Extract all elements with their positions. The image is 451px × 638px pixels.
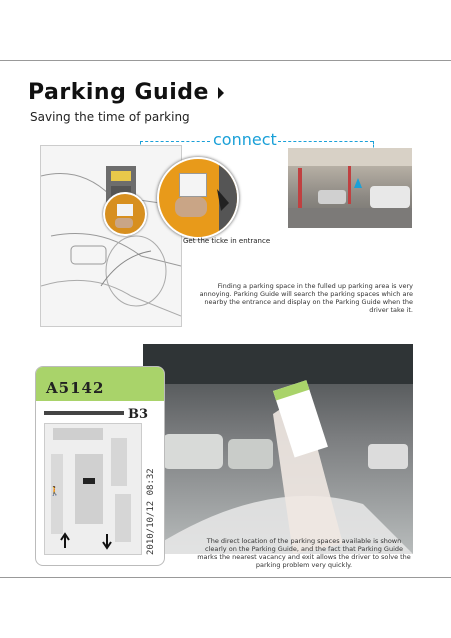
- connect-line-right: [278, 141, 373, 142]
- garage-drawing: [288, 148, 412, 228]
- hand-holding-ticket-photo: [143, 344, 413, 554]
- bottom-border-line: [0, 577, 451, 578]
- top-description: Finding a parking space in the fulled up parking area is very annoying. Parking Guide will search the parking spaces which are nearby the entrance and display on the Parking Guide when the driver take it.: [199, 282, 413, 314]
- ticket-machine-zoom-small: [103, 192, 147, 236]
- ticket-datetime: 2010/10/12 08:32: [146, 468, 156, 555]
- connect-line-left: [140, 141, 210, 142]
- page-subtitle: Saving the time of parking: [30, 110, 190, 124]
- bottom-garage-drawing: [143, 344, 413, 554]
- page-title: Parking Guide: [28, 80, 225, 105]
- parking-ticket-card: [35, 366, 165, 566]
- connect-label: connect: [213, 130, 277, 149]
- top-border-line: [0, 60, 451, 61]
- svg-text:🚶: 🚶: [49, 487, 61, 497]
- parking-space-code: A5142: [46, 379, 105, 397]
- bottom-description: The direct location of the parking spaces available is shown clearly on the Parking Guide, and the fact that Parking Guide marks the nearest vacancy and exit allows the driver to solve the parking problem very quickly.: [197, 537, 411, 569]
- parking-level: B3: [128, 407, 149, 422]
- ticket-caption: Get the ticke in entrance: [183, 237, 271, 245]
- arrow-icon: [217, 86, 225, 100]
- parking-garage-photo: [288, 148, 412, 228]
- down-arrow-icon: [159, 159, 237, 237]
- parking-map-drawing: [45, 424, 141, 554]
- parking-map: [44, 423, 142, 555]
- ticket-machine-zoom-large: [157, 157, 239, 239]
- ticket-barcode-bar: [44, 411, 124, 415]
